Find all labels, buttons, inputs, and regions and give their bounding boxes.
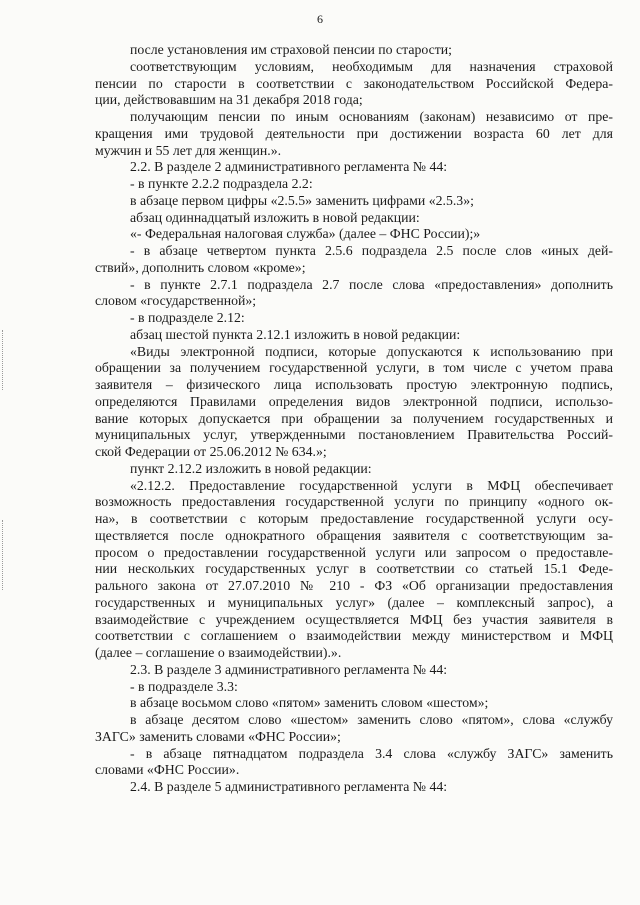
text-line: на», в соответствии с которым предоставление государственной услуги осу-	[95, 511, 613, 526]
text-line: муниципальных услуг, утвержденными постановлением Правительства Россий-	[95, 427, 613, 443]
text-line: 2.4. В разделе 5 административного регламента № 44:	[130, 779, 448, 794]
text-line: - в пункте 2.7.1 подраздела 2.7 после слова «предоставления» дополнить	[130, 276, 613, 292]
text-line: абзац одиннадцатый изложить в новой редакции:	[130, 209, 420, 225]
text-line: - в абзаце пятнадцатом подраздела 3.4 слова «службу ЗАГС» заменить	[130, 745, 613, 761]
margin-dots	[2, 520, 6, 590]
text-line: (далее – соглашение о взаимодействии).».	[95, 645, 342, 660]
text-line: ской Федерации от 25.06.2012 № 634.»;	[95, 444, 327, 459]
text-line: словами «ФНС России».	[95, 762, 240, 778]
text-line: - в подразделе 2.12:	[130, 310, 245, 325]
text-line: в абзаце восьмом слово «пятом» заменить словом «шестом»;	[130, 695, 489, 711]
text-line: ЗАГС» заменить словами «ФНС России»;	[95, 728, 341, 744]
text-line: просом о предоставлении государственной услуги или запросом о предоставле-	[95, 544, 613, 560]
text-line: возможность предоставления государственной услуги по принципу «одного ок-	[95, 494, 613, 510]
text-line: «Виды электронной подписи, которые допускаются к использованию при	[130, 343, 613, 359]
text-line: 2.3. В разделе 3 административного регламента № 44:	[130, 661, 448, 677]
text-line: словом «государственной»;	[95, 293, 257, 309]
text-line: абзац шестой пункта 2.12.1 изложить в новой редакции:	[130, 326, 461, 342]
margin-dots	[2, 330, 6, 390]
text-line: соответствии с соглашением о взаимодействии между министерством и МФЦ	[95, 628, 613, 644]
page-number: 6	[317, 12, 323, 26]
text-line: кращения ими трудовой деятельности при достижении возраста 60 лет для	[95, 125, 613, 141]
document-body	[95, 42, 613, 796]
text-line: - в абзаце четвертом пункта 2.5.6 подраздела 2.5 после слов «иных дей-	[130, 243, 613, 258]
text-line: после установления им страховой пенсии по старости;	[130, 42, 452, 57]
text-line: «2.12.2. Предоставление государственной услуги в МФЦ обеспечивает	[130, 477, 613, 493]
text-line: - в пункте 2.2.2 подраздела 2.2:	[130, 176, 313, 191]
text-line: «- Федеральная налоговая служба» (далее – ФНС России);»	[130, 226, 481, 242]
text-line: определяются Правилами определения видов электронной подписи, использо-	[95, 393, 613, 409]
text-line: нии нескольких государственных услуг в соответствии со статьей 15.1 Феде-	[95, 561, 613, 577]
text-line: в абзаце десятом слово «шестом» заменить слово «пятом», слова «службу	[130, 712, 613, 727]
text-line: 2.2. В разделе 2 административного регламента № 44:	[130, 159, 448, 175]
text-line: ции, действовавшим на 31 декабря 2018 года;	[95, 92, 363, 108]
text-line: взаимодействие с учреждением осуществляется МФЦ без участия заявителя в	[95, 611, 613, 627]
text-line: мужчин и 55 лет для женщин.».	[95, 142, 282, 158]
text-line: пункт 2.12.2 изложить в новой редакции:	[130, 460, 372, 476]
text-line: ществляется после однократного обращения заявителя с соответствующим за-	[95, 527, 613, 543]
text-line: вание которых допускается при обращении за получением государственных и	[95, 410, 613, 426]
text-line: ствий», дополнить словом «кроме»;	[95, 259, 306, 275]
text-line: государственных и муниципальных услуг» (далее – комплексный запрос), а	[95, 594, 613, 610]
text-line: - в подразделе 3.3:	[130, 678, 238, 694]
text-line: получающим пенсии по иным основаниям (законам) независимо от пре-	[130, 109, 613, 124]
text-line: заявителя – физического лица использовать простую электронную подпись,	[95, 377, 613, 392]
text-line: пенсии по старости в соответствии с законодательством Российской Федера-	[95, 75, 613, 91]
text-line: соответствующим условиям, необходимым для назначения страховой	[130, 58, 613, 74]
text-line: в абзаце первом цифры «2.5.5» заменить цифрами «2.5.3»;	[130, 192, 474, 208]
text-line: рального закона от 27.07.2010 № 210 - ФЗ «Об организации предоставления	[95, 578, 613, 593]
text-line: обращении за получением государственной услуги, в том числе с учетом права	[95, 360, 613, 376]
